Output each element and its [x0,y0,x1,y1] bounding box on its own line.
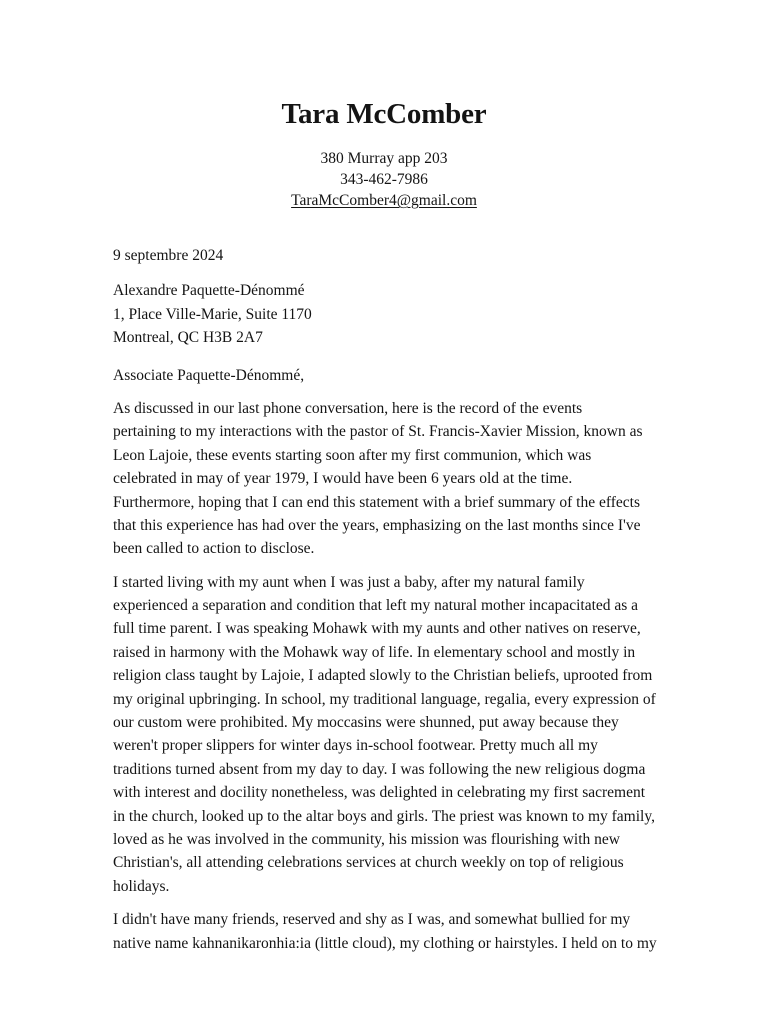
paragraph-line: that this experience has had over the years, emphasizing on the last months since I've [113,516,641,534]
paragraph-line: weren't proper slippers for winter days in-school footwear. Pretty much all my [113,737,598,755]
recipient-address-block [113,279,657,349]
paragraph-3 [113,908,657,955]
paragraph-line: celebrated in may of year 1979, I would have been 6 years old at the time. [113,470,573,488]
recipient-name: Alexandre Paquette-Dénommé [113,282,305,300]
letter-body [113,244,657,965]
paragraph-line: native name kahnanikaronhia:ia (little cloud), my clothing or hairstyles. I held on to my [113,934,657,952]
paragraph-line: I didn't have many friends, reserved and shy as I was, and somewhat bullied for my [113,911,631,929]
recipient-street: 1, Place Ville-Marie, Suite 1170 [113,305,312,323]
paragraph-line: Leon Lajoie, these events starting soon after my first communion, which was [113,446,592,464]
paragraph-1 [113,397,657,561]
paragraph-line: Christian's, all attending celebrations services at church weekly on top of religious [113,854,624,872]
paragraph-line: in the church, looked up to the altar boys and girls. The priest was known to my family, [113,807,655,825]
sender-contact-block [0,148,768,211]
paragraph-line: raised in harmony with the Mohawk way of life. In elementary school and mostly in [113,643,636,661]
recipient-city: Montreal, QC H3B 2A7 [113,329,263,347]
paragraph-line: traditions turned absent from my day to day. I was following the new religious dogma [113,760,646,778]
paragraph-line: been called to action to disclose. [113,540,315,558]
paragraph-line: loved as he was involved in the community, his mission was flourishing with new [113,830,620,848]
paragraph-line: full time parent. I was speaking Mohawk with my aunts and other natives on reserve, [113,620,641,638]
sender-phone: 343-462-7986 [340,171,428,188]
paragraph-line: holidays. [113,877,170,895]
paragraph-line: my original upbringing. In school, my traditional language, regalia, every expression of [113,690,656,708]
letter-date: 9 septembre 2024 [113,247,224,264]
paragraph-line: pertaining to my interactions with the pastor of St. Francis-Xavier Mission, known as [113,423,643,441]
paragraph-line: I started living with my aunt when I was just a baby, after my natural family [113,573,585,591]
sender-address: 380 Murray app 203 [320,150,448,167]
sender-name: Tara McComber [281,98,487,130]
paragraph-line: experienced a separation and condition that left my natural mother incapacitated as a [113,597,639,615]
paragraph-line: with interest and docility nonetheless, was delighted in celebrating my first sacrement [113,784,646,802]
paragraph-line: religion class taught by Lajoie, I adapted slowly to the Christian beliefs, uprooted from [113,667,653,685]
paragraph-line: As discussed in our last phone conversation, here is the record of the events [113,399,583,417]
paragraph-line: Furthermore, hoping that I can end this statement with a brief summary of the effects [113,493,640,511]
sender-email-link[interactable]: TaraMcComber4@gmail.com [291,192,477,209]
salutation: Associate Paquette-Dénommé, [113,366,305,384]
paragraph-2 [113,571,657,898]
paragraph-line: our custom were prohibited. My moccasins were shunned, put away because they [113,714,619,732]
